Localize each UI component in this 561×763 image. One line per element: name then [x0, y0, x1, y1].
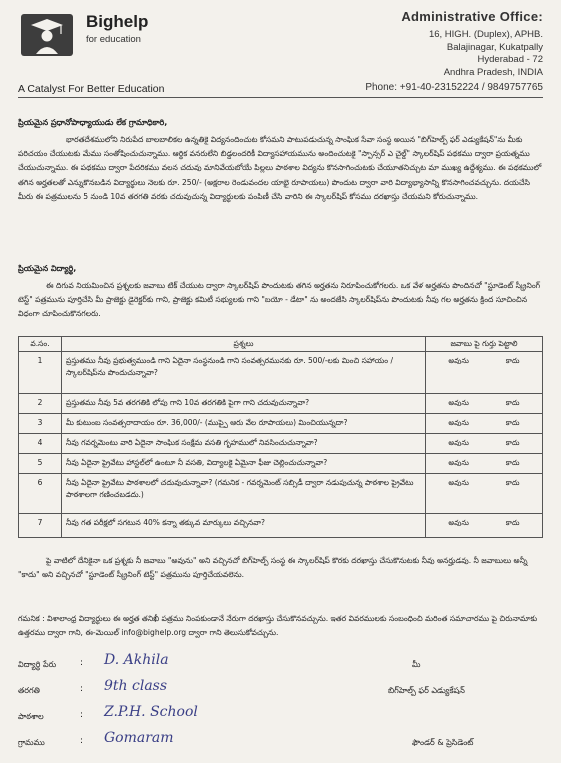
header-serial: వ.సం.	[19, 337, 62, 352]
table-row	[19, 434, 543, 454]
colon: :	[80, 736, 84, 746]
salutation-student: ప్రియమైన విద్యార్థి,	[18, 264, 77, 273]
answer-cell	[426, 454, 543, 474]
question-text: నీవు గవర్నమెంటు వారి ఏదైనా సాంఘిక సంక్షేమ వసతి గృహములో నివసించుచున్నావా?	[62, 434, 426, 454]
answer-cell	[426, 514, 543, 538]
village-value[interactable]: Gomaram	[104, 730, 174, 746]
intro-paragraph: భారతదేశములోని నిరుపేద బాలబాలికల ఉన్నతికై విద్యనందించుట కోసమని పాటుపడుచున్న సాంఘిక సేవా సంస్థ అయిన "బిగ్‌హెల్ప్ ఫర్ ఎడ్యుకేషన్"ను మీకు పరిచయం చేయుటకు మేము సంతోషించుచున్నాము. ఆర్థిక వనరులేని బిడ్డలందరికీ విద్యాసహాయమును అందించుటకై "స్పాన్సర్ ఎ చైల్డ్" స్కాలర్‌షిప్ పథకము ద్వారా ప్రయత్నము చేయుచున్నాము. ఈ పథకము ద్వారా పేదరికము వలన చదువు మానివేయబోయే పిల్లలు పాఠశాల విద్యను కొనసాగించుటకు చేయూతనిచ్చుట మా ముఖ్య ఉద్దేశ్యము. ఈ పథకములో తగిన అర్హతలతో ఎన్నుకొనబడిన విద్యార్థులు నెలకు రూ. 250/- (అక్షరాల రెండువందల యాభై రూపాయలు) పొందుట ద్వారా వారి విద్యాభ్యాసాన్ని కొనసాగించవచ్చును. దయచేసి మీరు ఈ పత్రములను 5 నుండి 10వ తరగతి వరకు చదువుచున్న విద్యార్థులకు పంపిణీ చేసి వారిని ఈ స్కాలర్‌షిప్ కోసము దరఖాస్తు చేయమని కోరుచున్నాము.	[18, 135, 542, 201]
brand-subtitle: for education	[86, 34, 141, 45]
no-option[interactable]: కాదు	[505, 478, 520, 487]
brand-name: Bighelp	[86, 12, 149, 31]
student-name-value[interactable]: D. Akhila	[104, 652, 169, 668]
class-label: తరగతి	[18, 686, 40, 695]
question-text: నీవు గత పరీక్షలో సగటున 40% కన్నా తక్కువ మార్కులు వచ్చినవా?	[62, 514, 426, 538]
no-option[interactable]: కాదు	[505, 458, 520, 467]
no-option[interactable]: కాదు	[505, 398, 520, 407]
row-number: 5	[19, 454, 62, 474]
table-row	[19, 514, 543, 538]
yes-option[interactable]: అవును	[448, 398, 469, 407]
class-value[interactable]: 9th class	[104, 678, 168, 694]
answer-cell	[426, 474, 543, 514]
no-option[interactable]: కాదు	[505, 438, 520, 447]
row-number: 4	[19, 434, 62, 454]
address-line: 16, HIGH. (Duplex), APHB.	[428, 29, 543, 40]
table-row	[19, 414, 543, 434]
yes-option[interactable]: అవును	[448, 418, 469, 427]
address-line: Balajinagar, Kukatpally	[446, 41, 543, 53]
question-text: నీవు ఏదైనా ప్రైవేటు హాస్టల్‌లో ఉంటూ నీ వసతి, విద్యాలకై ఏమైనా ఫీజు చెల్లించుచున్నావా?	[62, 454, 426, 474]
yes-option[interactable]: అవును	[448, 438, 469, 447]
no-option[interactable]: కాదు	[505, 356, 520, 365]
answer-cell	[426, 394, 543, 414]
row-number: 1	[19, 352, 62, 394]
table-row	[19, 474, 543, 514]
phone-numbers: Phone: +91-40-23152224 / 9849757765	[365, 82, 543, 93]
answer-cell	[426, 414, 543, 434]
yes-option[interactable]: అవును	[448, 356, 469, 365]
table-row	[19, 394, 543, 414]
no-option[interactable]: కాదు	[505, 418, 520, 427]
answer-cell	[426, 352, 543, 394]
graduate-logo-icon	[18, 10, 76, 60]
school-label: పాఠశాల	[18, 712, 44, 721]
colon: :	[80, 658, 84, 668]
row-number: 3	[19, 414, 62, 434]
address-line: Hyderabad - 72	[477, 54, 543, 65]
colon: :	[80, 684, 84, 694]
closing-word: మీ	[412, 660, 421, 669]
row-number: 6	[19, 474, 62, 514]
colon: :	[80, 710, 84, 720]
header-answer: జవాబు పై గుర్తు పెట్టాలి	[426, 337, 543, 352]
header-divider	[18, 97, 543, 98]
no-option[interactable]: కాదు	[505, 518, 520, 527]
header-questions: ప్రశ్నలు	[62, 337, 426, 352]
yes-option[interactable]: అవును	[448, 478, 469, 487]
office-address	[401, 9, 543, 79]
salutation-headmaster: ప్రియమైన ప్రధానోపాధ్యాయుడు లేక గ్రామాధికారి,	[18, 118, 168, 127]
note-paragraph: గమనిక : విశాలాంధ్ర విద్యార్థులు ఈ అర్హత తనిఖీ పత్రము నింపకుండానే నేరుగా దరఖాస్తు చేసుకొనవచ్చును. ఇతర వివరములకు సంబంధించి మరింత సమాచారము పై చిరునామాకు ఉత్తరము ద్వారా గాని, ఈ-మెయిల్ info@bighelp.org ద్వారా గాని తెలుసుకోవచ్చును.	[18, 614, 538, 638]
student-name-label: విద్యార్థి పేరు	[18, 660, 57, 669]
school-value[interactable]: Z.P.H. School	[104, 704, 198, 720]
office-title: Administrative Office:	[401, 9, 543, 24]
tagline: A Catalyst For Better Education	[18, 83, 165, 95]
founder-title: ఫౌండర్ & ప్రెసిడెంట్	[412, 738, 474, 747]
yes-option[interactable]: అవును	[448, 518, 469, 527]
village-label: గ్రామము	[18, 738, 45, 747]
question-text: మీ కుటుంబ సంవత్సరాదాయం రూ. 36,000/- (ముప్పై ఆరు వేల రూపాయలు) మించియున్నదా?	[62, 414, 426, 434]
eligibility-paragraph: పై వాటిలో దేనికైనా ఒక ప్రశ్నకు నీ జవాబు "అవును" అని వచ్చినచో బిగ్‌హెల్ప్ సంస్థ ఈ స్కాలర్‌షిప్ కొరకు దరఖాస్తు చేసుకొనుటకు నీవు అనర్హుడవు. నీ జవాబులు అన్నీ "కాదు" అని వచ్చినచో "స్టూడెంట్ స్క్రీనింగ్ టెస్ట్" పత్రమును పూర్తిచేయవలెను.	[18, 556, 528, 580]
row-number: 2	[19, 394, 62, 414]
yes-option[interactable]: అవును	[448, 458, 469, 467]
table-header-row	[19, 337, 543, 352]
question-text: నీవు ఏదైనా ప్రైవేటు పాఠశాలలో చదువుచున్నావా? (గమనిక - గవర్నమెంట్ సబ్సిడీ ద్వారా నడుపుచున్న పాఠశాల ప్రైవేటు పాఠశాలగా గణించబడదు.)	[62, 474, 426, 514]
eligibility-table	[18, 336, 543, 538]
question-text: ప్రస్తుతము నీవు ప్రభుత్వముండి గాని ఏదైనా సంస్థనుండి గాని సంవత్సరమునకు రూ. 500/-లకు మించి సహాయం / స్కాలర్‌షిప్‌ను పొందుచున్నావా?	[62, 352, 426, 394]
table-row	[19, 454, 543, 474]
organization-signature: బిగ్‌హెల్ప్ ఫర్ ఎడ్యుకేషన్	[388, 686, 465, 695]
row-number: 7	[19, 514, 62, 538]
table-row	[19, 352, 543, 394]
question-text: ప్రస్తుతము నీవు 5వ తరగతికి లోపు గాని 10వ తరగతికి పైగా గాని చదువుచున్నావా?	[62, 394, 426, 414]
instructions-paragraph: ఈ దిగువ నియమించిన ప్రశ్నలకు జవాబు టిక్ చేయుట ద్వారా స్కాలర్‌షిప్ పొందుటకు తగిన అర్హతను నిరూపించుకోగలరు. ఒక వేళ అర్హతను పొందినచో "స్టూడెంట్ స్క్రీనింగ్ టెస్ట్" పత్రమును పూర్తిచేసి మీ ప్రాజెక్టు డైరెక్టర్‌కు గాని, ప్రాజెక్టు కమిటీ సభ్యులకు గాని "బయో - డేటా" ను అందజేసి స్కాలర్‌షిప్‌ను పొందుటకు నీవు గల అర్హతను క్రింద సూచించిన విధంగా చూపించుకొనగలరు.	[18, 281, 541, 319]
address-line: Andhra Pradesh, INDIA	[443, 66, 543, 78]
answer-cell	[426, 434, 543, 454]
